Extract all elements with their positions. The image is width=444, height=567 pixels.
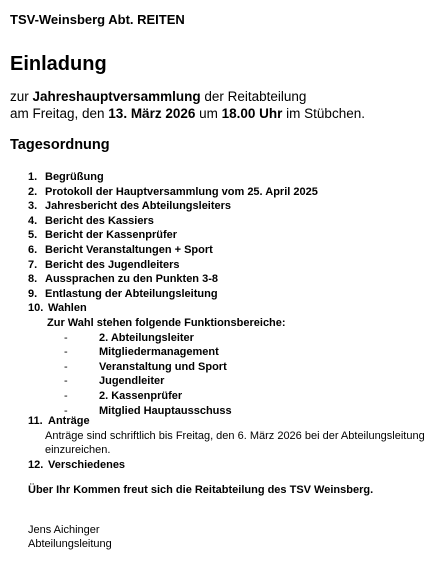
agenda-item-number: 7. xyxy=(28,258,38,271)
agenda-item-number: 4. xyxy=(28,214,38,227)
wahlen-intro: Zur Wahl stehen folgende Funktionsbereiche: xyxy=(47,316,286,329)
signature-block xyxy=(28,524,112,551)
wahlen-item-dash: - xyxy=(64,375,68,388)
agenda-item-number: 2. xyxy=(28,185,38,198)
agenda-item xyxy=(28,185,438,200)
invitation-line2-pre: am Freitag, den xyxy=(10,106,109,121)
agenda-item-number: 1. xyxy=(28,171,38,183)
antraege-text: Anträge sind schriftlich bis Freitag, den 6. März 2026 bei der Abteilungsleitung einzureichen. xyxy=(45,429,425,457)
agenda-item-label: Bericht Veranstaltungen + Sport xyxy=(45,243,213,256)
agenda-item-number: 6. xyxy=(28,243,38,256)
agenda-list xyxy=(28,170,438,418)
invitation-line1-post: der Reitabteilung xyxy=(200,89,307,104)
agenda-item xyxy=(28,258,438,273)
meeting-date: 13. März 2026 xyxy=(108,106,196,121)
agenda-item-label: Jahresbericht des Abteilungsleiters xyxy=(45,200,232,213)
wahlen-item xyxy=(28,389,438,404)
invitation-line1-pre: zur xyxy=(10,89,33,104)
wahlen-item xyxy=(28,331,438,346)
closing-text: Über Ihr Kommen freut sich die Reitabteilung des TSV Weinsberg. xyxy=(28,484,374,496)
agenda-item-label: Bericht des Kassiers xyxy=(45,214,154,227)
wahlen-item-label: Mitgliedermanagement xyxy=(99,346,219,359)
wahlen-item xyxy=(28,374,438,389)
invitation-text xyxy=(10,88,365,122)
wahlen-item-label: 2. Abteilungsleiter xyxy=(99,331,194,344)
agenda-item-number: 12. xyxy=(28,458,44,471)
agenda-item xyxy=(28,199,438,214)
meeting-type: Jahreshauptversammlung xyxy=(32,89,201,104)
agenda-item-number: 5. xyxy=(28,229,38,242)
meeting-time: 18.00 Uhr xyxy=(221,106,283,121)
wahlen-item-label: Veranstaltung und Sport xyxy=(99,360,227,373)
wahlen-item xyxy=(28,360,438,375)
agenda-item xyxy=(28,243,438,258)
wahlen-item-dash: - xyxy=(64,346,68,359)
organization-header: TSV-Weinsberg Abt. REITEN xyxy=(10,12,185,27)
agenda-item xyxy=(28,458,438,473)
agenda-item-label: Anträge xyxy=(48,415,90,427)
agenda-item-label: Wahlen xyxy=(48,302,87,315)
agenda-item xyxy=(28,170,438,185)
agenda-title: Tagesordnung xyxy=(10,137,110,153)
agenda-item xyxy=(28,287,438,302)
signature-role: Abteilungsleitung xyxy=(28,537,112,550)
agenda-item-label: Aussprachen zu den Punkten 3-8 xyxy=(45,273,218,286)
agenda-item xyxy=(28,301,438,316)
wahlen-item-dash: - xyxy=(64,404,68,417)
invitation-line-1 xyxy=(10,88,365,105)
agenda-item-number: 8. xyxy=(28,273,38,286)
agenda-item-antraege xyxy=(28,414,438,472)
invitation-line-2 xyxy=(10,105,365,122)
signature-name: Jens Aichinger xyxy=(28,524,100,536)
agenda-item-label: Bericht des Jugendleiters xyxy=(45,258,180,271)
wahlen-item-label: Mitglied Hauptausschuss xyxy=(99,404,232,417)
agenda-item-number: 9. xyxy=(28,287,38,300)
wahlen-item-label: 2. Kassenprüfer xyxy=(99,389,183,402)
agenda-item xyxy=(28,228,438,243)
agenda-item xyxy=(28,414,438,429)
agenda-item xyxy=(28,214,438,229)
wahlen-item-label: Jugendleiter xyxy=(99,375,165,388)
agenda-item-number: 3. xyxy=(28,200,38,213)
wahlen-item xyxy=(28,345,438,360)
agenda-item-label: Verschiedenes xyxy=(48,458,126,471)
agenda-item-label: Entlastung der Abteilungsleitung xyxy=(45,287,218,300)
wahlen-item-dash: - xyxy=(64,389,68,402)
agenda-item-number: 11. xyxy=(28,415,43,427)
agenda-item-label: Bericht der Kassenprüfer xyxy=(45,229,178,242)
agenda-item xyxy=(28,272,438,287)
wahlen-item-dash: - xyxy=(64,360,68,373)
invitation-line2-post: im Stübchen. xyxy=(282,106,365,121)
invitation-line2-mid: um xyxy=(195,106,222,121)
agenda-item-label: Protokoll der Hauptversammlung vom 25. April 2025 xyxy=(45,185,318,198)
agenda-item-number: 10. xyxy=(28,302,44,315)
invitation-title: Einladung xyxy=(10,53,107,75)
agenda-item-label: Begrüßung xyxy=(45,171,104,183)
wahlen-item-dash: - xyxy=(64,331,68,344)
